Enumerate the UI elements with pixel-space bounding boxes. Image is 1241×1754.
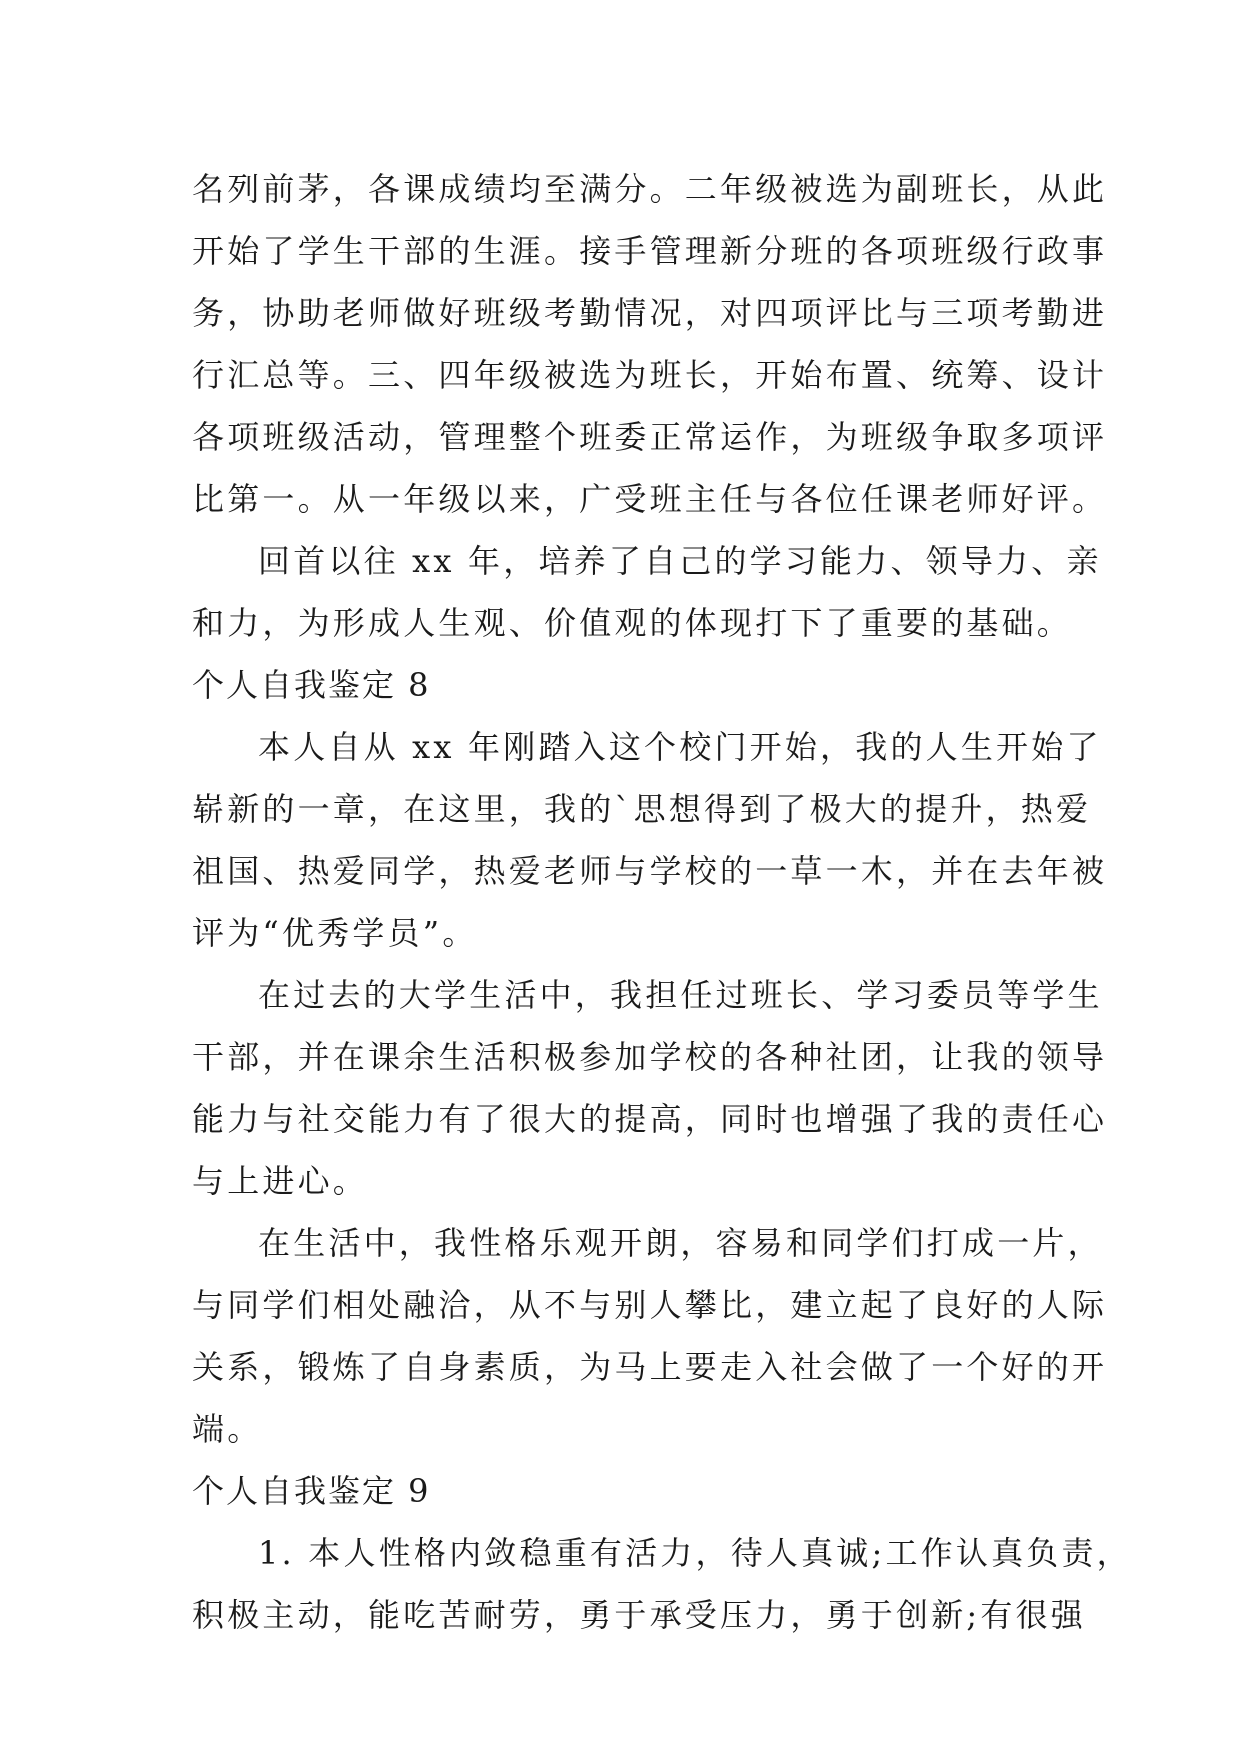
paragraph-start-line: 在生活中，我性格乐观开朗，容易和同学们打成一片，	[258, 1224, 1103, 1262]
text-line: 干部，并在课余生活积极参加学校的各种社团，让我的领导	[192, 1038, 1108, 1076]
text-line: 评为“优秀学员”。	[192, 914, 478, 952]
section-heading: 个人自我鉴定 9	[192, 1472, 431, 1510]
text-line: 积极主动，能吃苦耐劳，勇于承受压力，勇于创新;有很强	[192, 1596, 1086, 1634]
text-line: 比第一。从一年级以来，广受班主任与各位任课老师好评。	[192, 480, 1108, 518]
text-line: 名列前茅，各课成绩均至满分。二年级被选为副班长，从此	[192, 170, 1108, 208]
section-heading: 个人自我鉴定 8	[192, 666, 431, 704]
text-line: 和力，为形成人生观、价值观的体现打下了重要的基础。	[192, 604, 1073, 642]
text-line: 崭新的一章，在这里，我的`思想得到了极大的提升，热爱	[192, 790, 1092, 828]
text-line: 务，协助老师做好班级考勤情况，对四项评比与三项考勤进	[192, 294, 1108, 332]
text-line: 端。	[192, 1410, 263, 1448]
text-line: 能力与社交能力有了很大的提高，同时也增强了我的责任心	[192, 1100, 1108, 1138]
paragraph-start-line: 在过去的大学生活中，我担任过班长、学习委员等学生	[258, 976, 1103, 1014]
text-line: 与同学们相处融洽，从不与别人攀比，建立起了良好的人际	[192, 1286, 1108, 1324]
paragraph-start-line: 1. 本人性格内敛稳重有活力，待人真诚;工作认真负责，	[258, 1534, 1132, 1572]
text-line: 开始了学生干部的生涯。接手管理新分班的各项班级行政事	[192, 232, 1108, 270]
text-line: 祖国、热爱同学，热爱老师与学校的一草一木，并在去年被	[192, 852, 1108, 890]
paragraph-start-line: 本人自从 xx 年刚踏入这个校门开始，我的人生开始了	[258, 728, 1102, 766]
text-line: 与上进心。	[192, 1162, 369, 1200]
text-line: 关系，锻炼了自身素质，为马上要走入社会做了一个好的开	[192, 1348, 1108, 1386]
document-body	[192, 158, 1132, 1646]
paragraph-start-line: 回首以往 xx 年，培养了自己的学习能力、领导力、亲	[258, 542, 1102, 580]
text-line: 各项班级活动，管理整个班委正常运作，为班级争取多项评	[192, 418, 1108, 456]
text-line: 行汇总等。三、四年级被选为班长，开始布置、统筹、设计	[192, 356, 1108, 394]
